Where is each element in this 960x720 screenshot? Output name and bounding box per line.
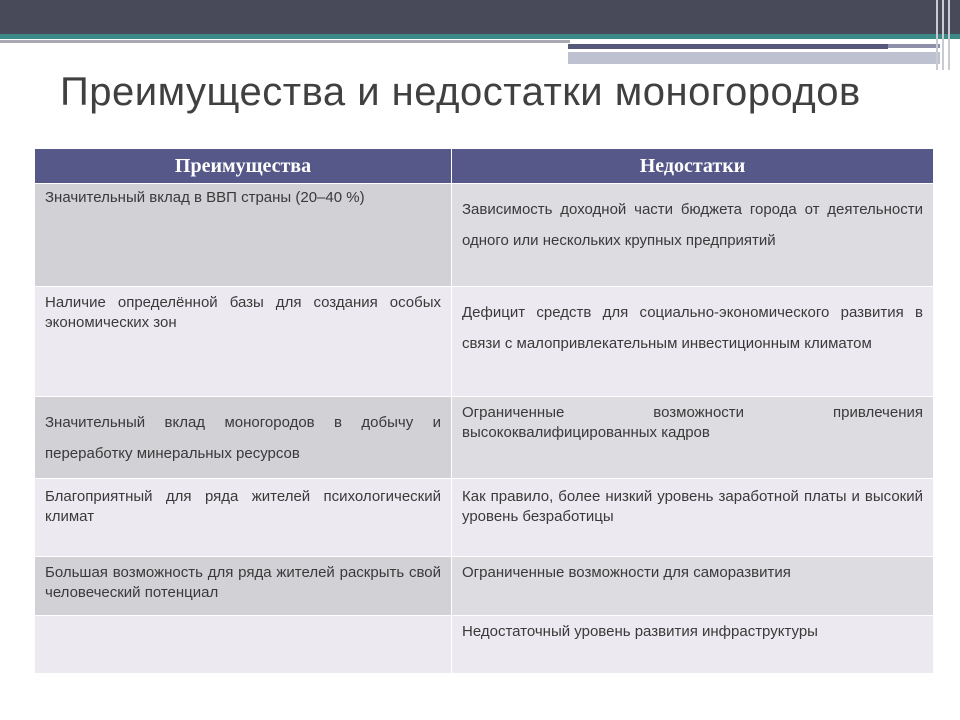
table-row [35, 184, 934, 287]
disadvantage-cell: Как правило, более низкий уровень заработной платы и высокий уровень безработицы [452, 479, 934, 557]
disadvantage-cell: Зависимость доходной части бюджета города от деятельности одного или нескольких крупных предприятий [452, 184, 934, 287]
advantage-cell: Значительный вклад моногородов в добычу и переработку минеральных ресурсов [35, 397, 452, 479]
corner-stripes [928, 0, 960, 70]
table-row [35, 287, 934, 397]
advantage-cell: Большая возможность для ряда жителей раскрыть свой человеческий потенциал [35, 557, 452, 616]
table-row [35, 479, 934, 557]
stripe [948, 0, 950, 70]
slide-title: Преимущества и недостатки моногородов [60, 70, 861, 114]
table-header-row [35, 149, 934, 184]
advantage-cell: Наличие определённой базы для создания особых экономических зон [35, 287, 452, 397]
disadvantage-cell: Ограниченные возможности для саморазвития [452, 557, 934, 616]
decor-bar-light [568, 52, 940, 64]
table-row [35, 557, 934, 616]
disadvantage-cell: Недостаточный уровень развития инфраструктуры [452, 616, 934, 674]
top-accent-line [0, 34, 960, 39]
advantage-cell: Благоприятный для ряда жителей психологический климат [35, 479, 452, 557]
advantage-cell [35, 616, 452, 674]
decor-bar-dark [568, 44, 888, 49]
disadvantage-cell: Ограниченные возможности привлечения высококвалифицированных кадров [452, 397, 934, 479]
stripe [936, 0, 938, 70]
table-row [35, 397, 934, 479]
gray-accent-line [0, 40, 570, 43]
stripe [942, 0, 944, 70]
disadvantage-cell: Дефицит средств для социально-экономического развития в связи с малопривлекательным инвестиционным климатом [452, 287, 934, 397]
header-disadvantages: Недостатки [452, 149, 934, 184]
comparison-table [34, 148, 934, 674]
header-advantages: Преимущества [35, 149, 452, 184]
top-bar [0, 0, 960, 34]
advantage-cell: Значительный вклад в ВВП страны (20–40 %) [35, 184, 452, 287]
table-row [35, 616, 934, 674]
